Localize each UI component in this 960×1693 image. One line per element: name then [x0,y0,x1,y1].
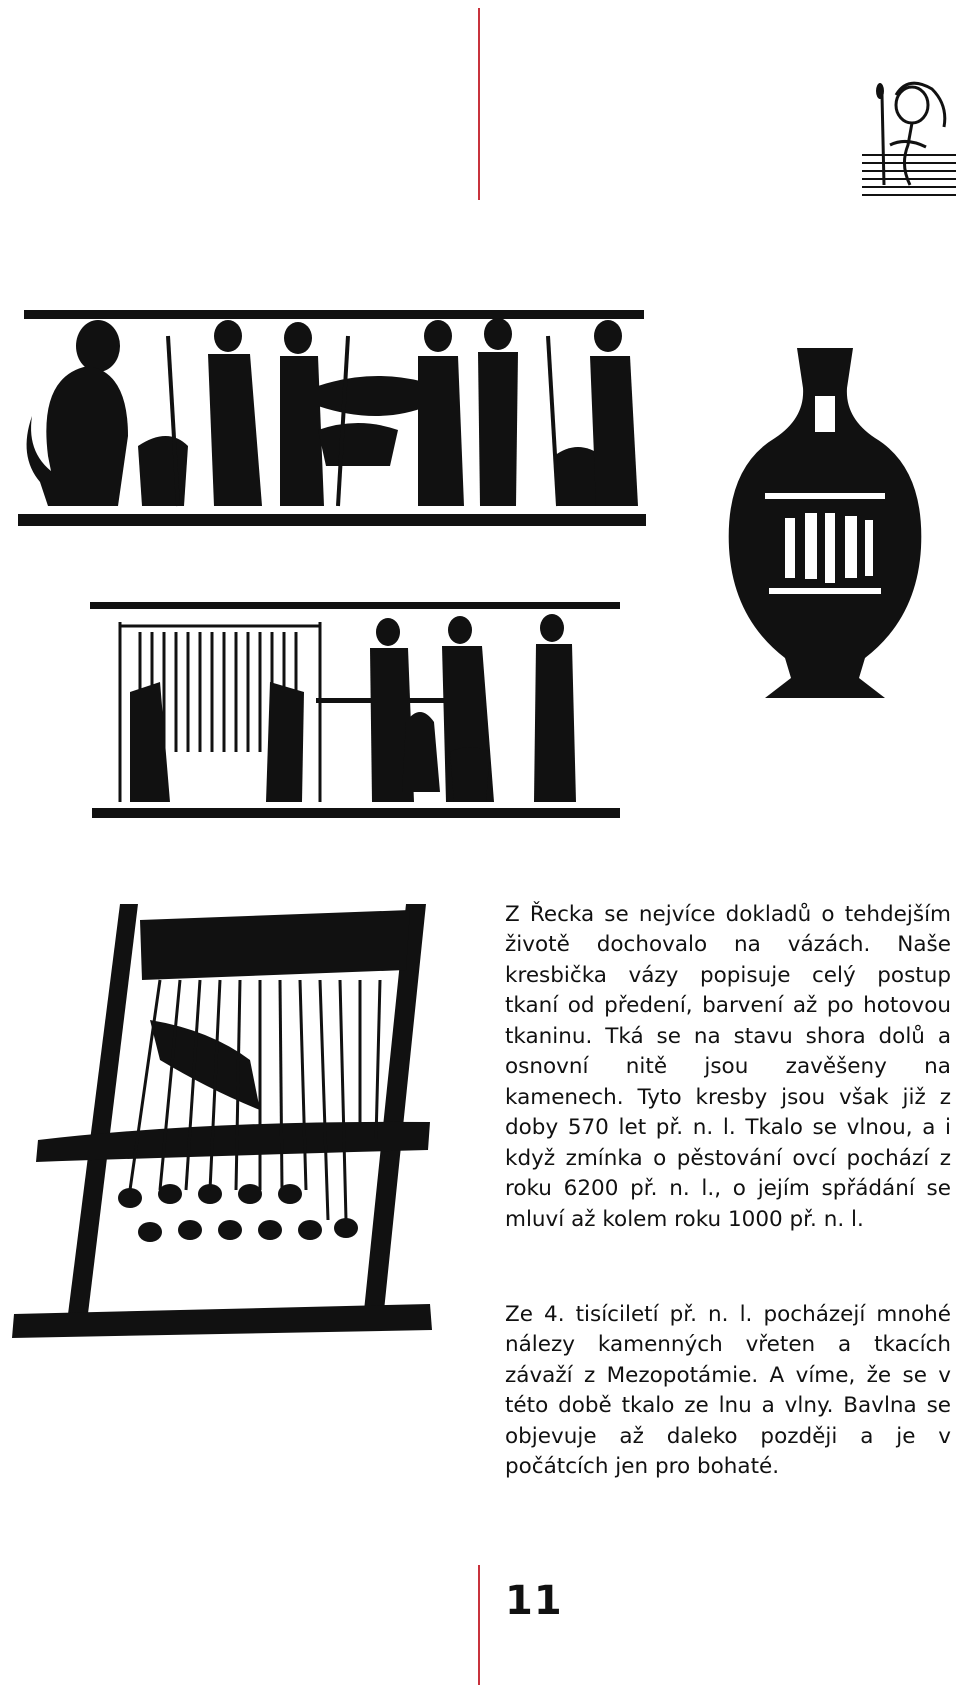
top-red-rule [478,8,480,200]
upper-frieze-illustration [18,306,648,534]
paragraph-greek-vases: Z Řecka se nejvíce dokladů o tehdejším životě dochovalo na vázách. Naše kresbička vázy popisuje celý postup tkaní od předení, barvení až po hotovou tkaninu. Tká se na stavu shora dolů a osnovní nitě jsou zavěšeny na kamenech. Tyto kresby jsou však již z doby 570 let př. n. l. Tkalo se vlnou, a i když zmínka o pěstování ovcí pochází z roku 6200 př. n. l., o jejím spřádání se mluví až kolem roku 1000 př. n. l. [505,901,951,1232]
page-number: 11 [505,1578,563,1624]
amphora-vase-illustration [725,348,925,710]
loom-illustration [10,900,440,1340]
paragraph-mesopotamia: Ze 4. tisíciletí př. n. l. pocházejí mnohé nálezy kamenných vřeten a tkacích závaží z Mezopotámie. A víme, že se v této době tkalo ze lnu a vlny. Bavlna se objevuje až daleko později a je v počátcích jen pro bohaté. [505,1301,951,1479]
corner-figure-illustration [860,75,956,201]
bottom-red-rule [478,1565,480,1685]
lower-frieze-illustration [90,602,620,820]
